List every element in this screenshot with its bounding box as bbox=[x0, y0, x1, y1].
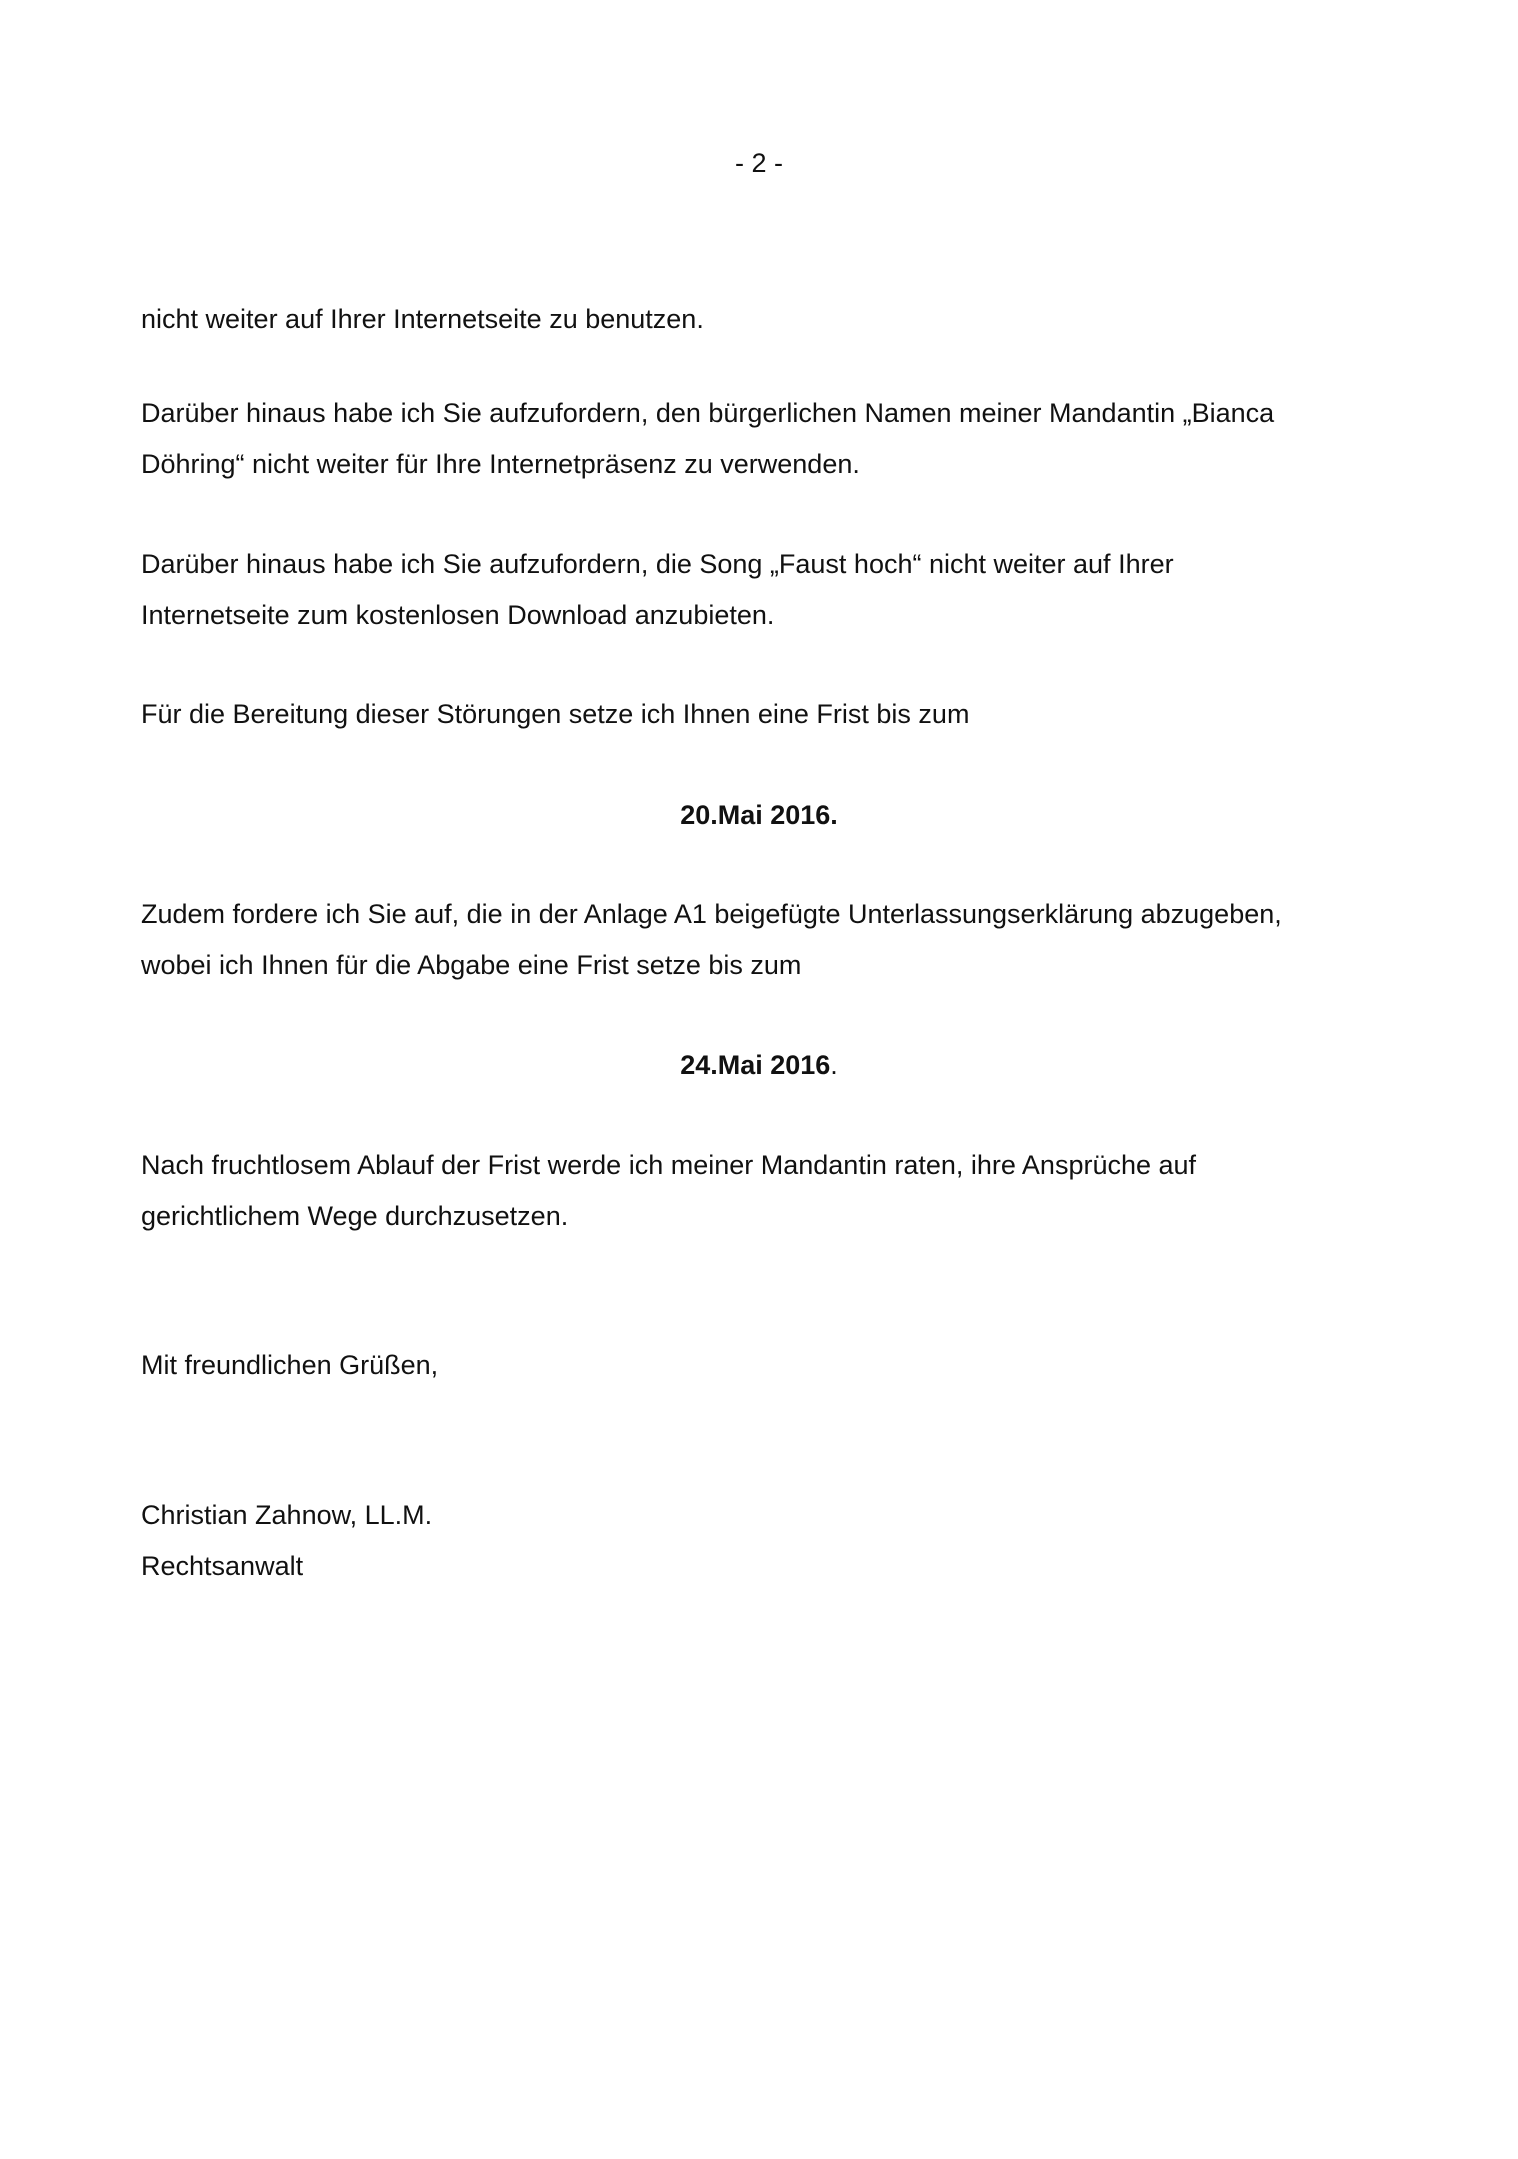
closing-salutation bbox=[141, 1340, 1391, 1391]
paragraph-line: nicht weiter auf Ihrer Internetseite zu benutzen. bbox=[141, 304, 704, 334]
paragraph-line: Zudem fordere ich Sie auf, die in der Anlage A1 beigefügte Unterlassungserklärung abzugeben, bbox=[141, 899, 1282, 929]
paragraph-song-notice bbox=[141, 539, 1391, 641]
page-number: - 2 - bbox=[734, 148, 783, 178]
paragraph-legal-action bbox=[141, 1140, 1391, 1242]
deadline-date: 20.Mai 2016. bbox=[680, 800, 838, 830]
paragraph-cease-desist bbox=[141, 889, 1391, 991]
deadline-date: 24.Mai 2016 bbox=[680, 1050, 831, 1080]
paragraph-deadline-intro bbox=[141, 689, 1391, 740]
deadline-first bbox=[0, 798, 1518, 832]
paragraph-name-notice bbox=[141, 388, 1391, 490]
paragraph-line: gerichtlichem Wege durchzusetzen. bbox=[141, 1201, 569, 1231]
signer-title: Rechtsanwalt bbox=[141, 1551, 304, 1581]
paragraph-line: Döhring“ nicht weiter für Ihre Internetpräsenz zu verwenden. bbox=[141, 449, 860, 479]
paragraph-line: Darüber hinaus habe ich Sie aufzufordern, die Song „Faust hoch“ nicht weiter auf Ihrer bbox=[141, 549, 1174, 579]
salutation-text: Mit freundlichen Grüßen, bbox=[141, 1350, 439, 1380]
deadline-second bbox=[0, 1048, 1518, 1082]
signer-name: Christian Zahnow, LL.M. bbox=[141, 1500, 433, 1530]
paragraph-line: Für die Bereitung dieser Störungen setze ich Ihnen eine Frist bis zum bbox=[141, 699, 970, 729]
paragraph-line: Internetseite zum kostenlosen Download anzubieten. bbox=[141, 600, 775, 630]
paragraph-usage-notice bbox=[141, 294, 1391, 345]
paragraph-line: Darüber hinaus habe ich Sie aufzufordern, den bürgerlichen Namen meiner Mandantin „Bianca bbox=[141, 398, 1275, 428]
paragraph-line: wobei ich Ihnen für die Abgabe eine Frist setze bis zum bbox=[141, 950, 802, 980]
paragraph-line: Nach fruchtlosem Ablauf der Frist werde ich meiner Mandantin raten, ihre Ansprüche auf bbox=[141, 1150, 1197, 1180]
signature-block bbox=[141, 1490, 1391, 1592]
deadline-suffix: . bbox=[830, 1050, 838, 1080]
